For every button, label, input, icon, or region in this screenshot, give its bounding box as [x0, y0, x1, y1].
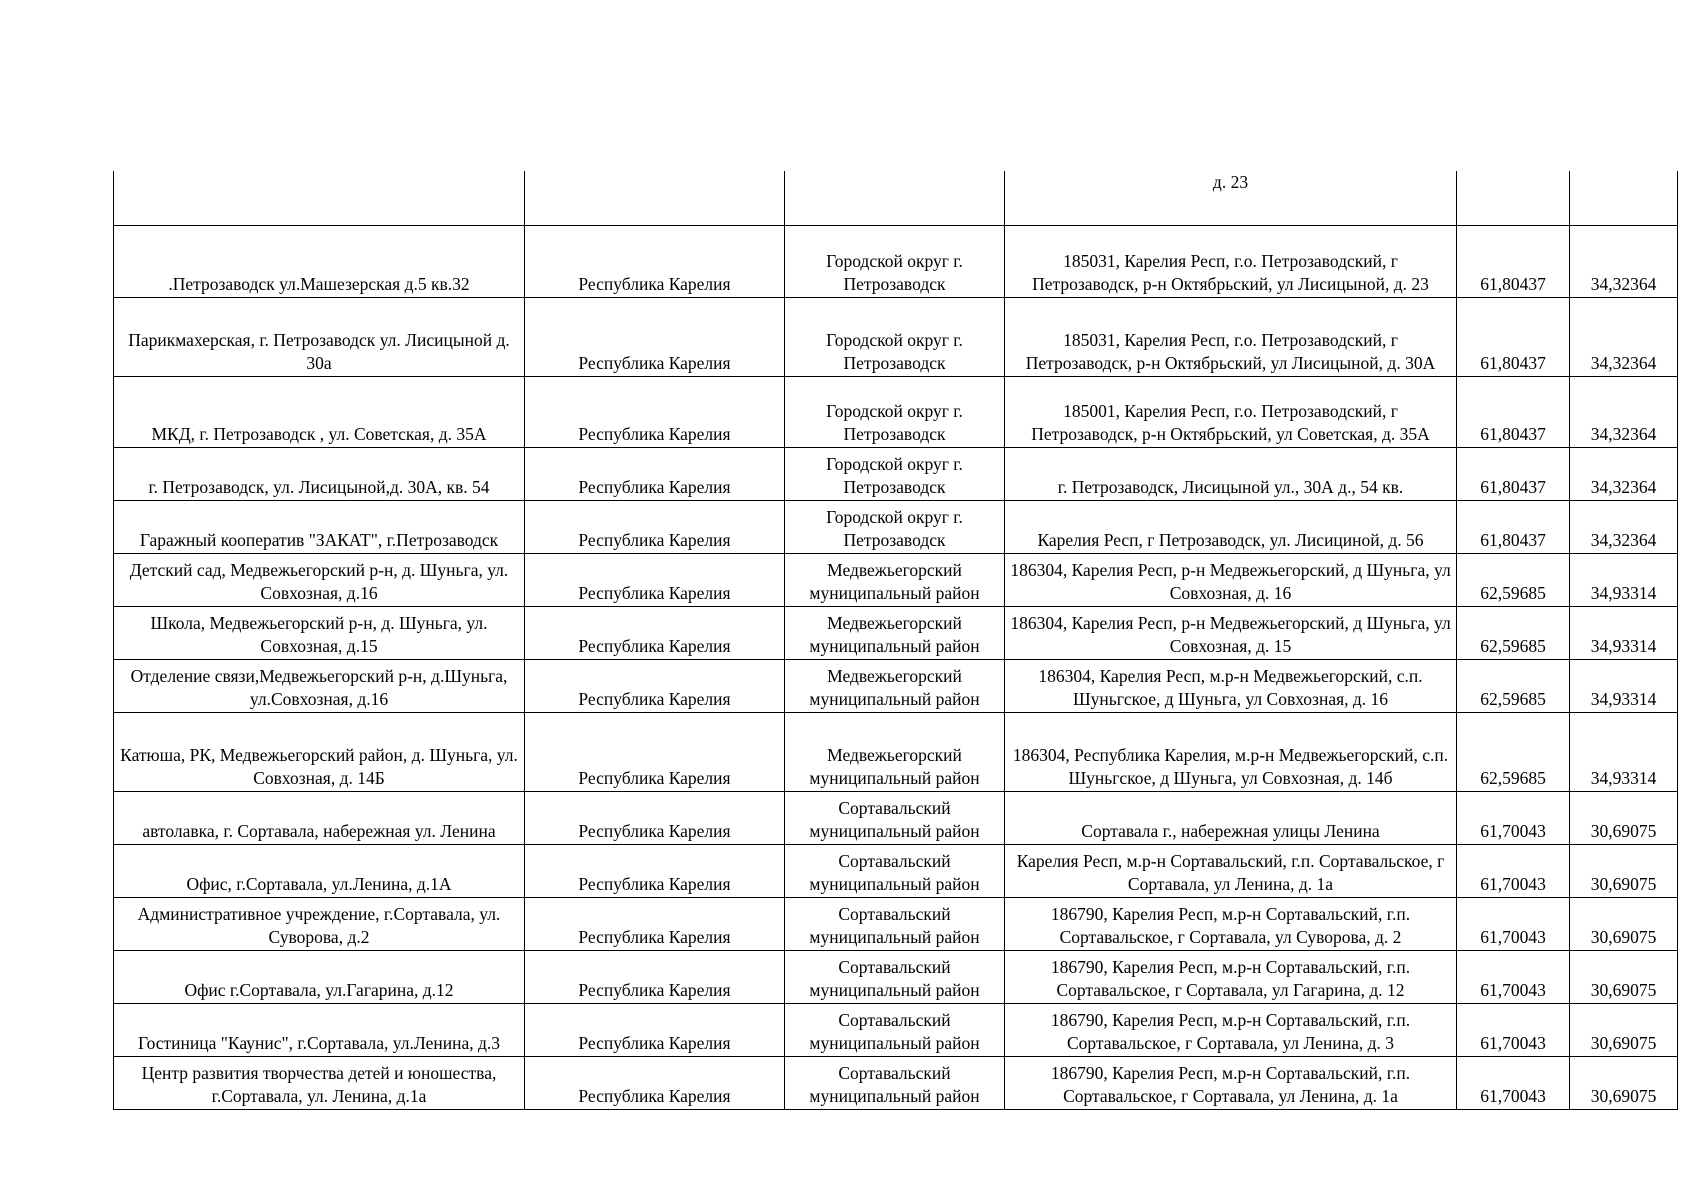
- cell-district: Сортавальский муниципальный район: [785, 1056, 1005, 1109]
- cell-address: Карелия Респ, г Петрозаводск, ул. Лисициной, д. 56: [1005, 500, 1457, 553]
- cell-latitude: 62,59685: [1457, 659, 1570, 712]
- cell-latitude: 61,80437: [1457, 376, 1570, 447]
- cell-address: 186790, Карелия Респ, м.р-н Сортавальский, г.п. Сортавальское, г Сортавала, ул Гагарина, д. 12: [1005, 950, 1457, 1003]
- cell-region: Республика Карелия: [525, 376, 785, 447]
- cell-longitude: [1570, 171, 1678, 225]
- table-row: [114, 606, 1678, 659]
- cell-region: Республика Карелия: [525, 897, 785, 950]
- cell-longitude: 34,32364: [1570, 447, 1678, 500]
- cell-region: Республика Карелия: [525, 1056, 785, 1109]
- cell-longitude: 34,93314: [1570, 606, 1678, 659]
- cell-longitude: 30,69075: [1570, 844, 1678, 897]
- table-row: [114, 500, 1678, 553]
- cell-region: Республика Карелия: [525, 659, 785, 712]
- cell-district: Городской округ г. Петрозаводск: [785, 297, 1005, 376]
- cell-district: Сортавальский муниципальный район: [785, 791, 1005, 844]
- cell-latitude: 61,80437: [1457, 297, 1570, 376]
- cell-latitude: 61,70043: [1457, 844, 1570, 897]
- cell-name: Центр развития творчества детей и юношества, г.Сортавала, ул. Ленина, д.1а: [114, 1056, 525, 1109]
- cell-latitude: 61,80437: [1457, 225, 1570, 297]
- cell-name: Офис, г.Сортавала, ул.Ленина, д.1А: [114, 844, 525, 897]
- cell-latitude: 61,70043: [1457, 791, 1570, 844]
- cell-district: Сортавальский муниципальный район: [785, 897, 1005, 950]
- cell-name: Парикмахерская, г. Петрозаводск ул. Лисицыной д. 30а: [114, 297, 525, 376]
- cell-name: Отделение связи,Медвежьегорский р-н, д.Шуньга, ул.Совхозная, д.16: [114, 659, 525, 712]
- cell-longitude: 34,93314: [1570, 659, 1678, 712]
- cell-region: [525, 171, 785, 225]
- cell-address: д. 23: [1005, 171, 1457, 225]
- cell-longitude: 34,93314: [1570, 553, 1678, 606]
- cell-longitude: 34,32364: [1570, 376, 1678, 447]
- cell-district: Медвежьегорский муниципальный район: [785, 712, 1005, 791]
- cell-district: Городской округ г. Петрозаводск: [785, 376, 1005, 447]
- cell-name: автолавка, г. Сортавала, набережная ул. Ленина: [114, 791, 525, 844]
- cell-latitude: 62,59685: [1457, 712, 1570, 791]
- cell-district: Городской округ г. Петрозаводск: [785, 447, 1005, 500]
- cell-longitude: 34,32364: [1570, 297, 1678, 376]
- cell-address: 186790, Карелия Респ, м.р-н Сортавальский, г.п. Сортавальское, г Сортавала, ул Ленина, д. 1а: [1005, 1056, 1457, 1109]
- cell-district: [785, 171, 1005, 225]
- cell-latitude: 61,80437: [1457, 447, 1570, 500]
- cell-region: Республика Карелия: [525, 844, 785, 897]
- cell-latitude: 62,59685: [1457, 606, 1570, 659]
- cell-address: г. Петрозаводск, Лисицыной ул., 30А д., 54 кв.: [1005, 447, 1457, 500]
- table-row: [114, 225, 1678, 297]
- cell-address: 186790, Карелия Респ, м.р-н Сортавальский, г.п. Сортавальское, г Сортавала, ул Суворова, д. 2: [1005, 897, 1457, 950]
- cell-address: 186304, Республика Карелия, м.р-н Медвежьегорский, с.п. Шуньгское, д Шуньга, ул Совхозная, д. 14б: [1005, 712, 1457, 791]
- cell-longitude: 30,69075: [1570, 1003, 1678, 1056]
- table-row: [114, 297, 1678, 376]
- cell-longitude: 30,69075: [1570, 950, 1678, 1003]
- cell-name: Гаражный кооператив "ЗАКАТ", г.Петрозаводск: [114, 500, 525, 553]
- cell-latitude: 61,70043: [1457, 950, 1570, 1003]
- cell-name: Офис г.Сортавала, ул.Гагарина, д.12: [114, 950, 525, 1003]
- table-row: [114, 844, 1678, 897]
- cell-longitude: 34,93314: [1570, 712, 1678, 791]
- cell-name: Школа, Медвежьегорский р-н, д. Шуньга, ул. Совхозная, д.15: [114, 606, 525, 659]
- cell-name: Катюша, РК, Медвежьегорский район, д. Шуньга, ул. Совхозная, д. 14Б: [114, 712, 525, 791]
- cell-district: Медвежьегорский муниципальный район: [785, 659, 1005, 712]
- table-row: [114, 376, 1678, 447]
- cell-name: Гостиница "Каунис", г.Сортавала, ул.Ленина, д.3: [114, 1003, 525, 1056]
- table-row: [114, 171, 1678, 225]
- cell-longitude: 34,32364: [1570, 225, 1678, 297]
- table-row: [114, 553, 1678, 606]
- cell-address: 186790, Карелия Респ, м.р-н Сортавальский, г.п. Сортавальское, г Сортавала, ул Ленина, д. 3: [1005, 1003, 1457, 1056]
- cell-region: Республика Карелия: [525, 1003, 785, 1056]
- cell-longitude: 30,69075: [1570, 897, 1678, 950]
- cell-name: [114, 171, 525, 225]
- cell-district: Сортавальский муниципальный район: [785, 844, 1005, 897]
- cell-longitude: 34,32364: [1570, 500, 1678, 553]
- cell-region: Республика Карелия: [525, 447, 785, 500]
- table-row: [114, 950, 1678, 1003]
- cell-district: Медвежьегорский муниципальный район: [785, 606, 1005, 659]
- cell-address: 185031, Карелия Респ, г.о. Петрозаводский, г Петрозаводск, р-н Октябрьский, ул Лисицыной, д. 23: [1005, 225, 1457, 297]
- cell-region: Республика Карелия: [525, 297, 785, 376]
- table-row: [114, 659, 1678, 712]
- cell-latitude: 62,59685: [1457, 553, 1570, 606]
- cell-region: Республика Карелия: [525, 606, 785, 659]
- cell-name: Административное учреждение, г.Сортавала, ул. Суворова, д.2: [114, 897, 525, 950]
- cell-longitude: 30,69075: [1570, 1056, 1678, 1109]
- cell-latitude: [1457, 171, 1570, 225]
- table-row: [114, 712, 1678, 791]
- cell-name: Детский сад, Медвежьегорский р-н, д. Шуньга, ул. Совхозная, д.16: [114, 553, 525, 606]
- cell-region: Республика Карелия: [525, 225, 785, 297]
- cell-latitude: 61,70043: [1457, 1003, 1570, 1056]
- cell-longitude: 30,69075: [1570, 791, 1678, 844]
- table-row: [114, 1003, 1678, 1056]
- table-row: [114, 897, 1678, 950]
- cell-region: Республика Карелия: [525, 950, 785, 1003]
- cell-latitude: 61,70043: [1457, 897, 1570, 950]
- cell-address: Карелия Респ, м.р-н Сортавальский, г.п. Сортавальское, г Сортавала, ул Ленина, д. 1а: [1005, 844, 1457, 897]
- table-row: [114, 791, 1678, 844]
- table-row: [114, 1056, 1678, 1109]
- cell-latitude: 61,80437: [1457, 500, 1570, 553]
- locations-table: [113, 171, 1678, 1110]
- cell-address: 186304, Карелия Респ, м.р-н Медвежьегорский, с.п. Шуньгское, д Шуньга, ул Совхозная, д. 16: [1005, 659, 1457, 712]
- cell-district: Медвежьегорский муниципальный район: [785, 553, 1005, 606]
- cell-name: .Петрозаводск ул.Машезерская д.5 кв.32: [114, 225, 525, 297]
- cell-district: Городской округ г. Петрозаводск: [785, 500, 1005, 553]
- cell-region: Республика Карелия: [525, 500, 785, 553]
- cell-region: Республика Карелия: [525, 791, 785, 844]
- cell-address: 185031, Карелия Респ, г.о. Петрозаводский, г Петрозаводск, р-н Октябрьский, ул Лисицыной, д. 30А: [1005, 297, 1457, 376]
- cell-latitude: 61,70043: [1457, 1056, 1570, 1109]
- cell-district: Сортавальский муниципальный район: [785, 1003, 1005, 1056]
- cell-address: 186304, Карелия Респ, р-н Медвежьегорский, д Шуньга, ул Совхозная, д. 16: [1005, 553, 1457, 606]
- cell-address: Сортавала г., набережная улицы Ленина: [1005, 791, 1457, 844]
- cell-address: 186304, Карелия Респ, р-н Медвежьегорский, д Шуньга, ул Совхозная, д. 15: [1005, 606, 1457, 659]
- table-row: [114, 447, 1678, 500]
- cell-district: Городской округ г. Петрозаводск: [785, 225, 1005, 297]
- cell-address: 185001, Карелия Респ, г.о. Петрозаводский, г Петрозаводск, р-н Октябрьский, ул Советская, д. 35А: [1005, 376, 1457, 447]
- cell-district: Сортавальский муниципальный район: [785, 950, 1005, 1003]
- cell-name: МКД, г. Петрозаводск , ул. Советская, д. 35А: [114, 376, 525, 447]
- cell-region: Республика Карелия: [525, 712, 785, 791]
- cell-region: Республика Карелия: [525, 553, 785, 606]
- cell-name: г. Петрозаводск, ул. Лисицыной,д. 30А, кв. 54: [114, 447, 525, 500]
